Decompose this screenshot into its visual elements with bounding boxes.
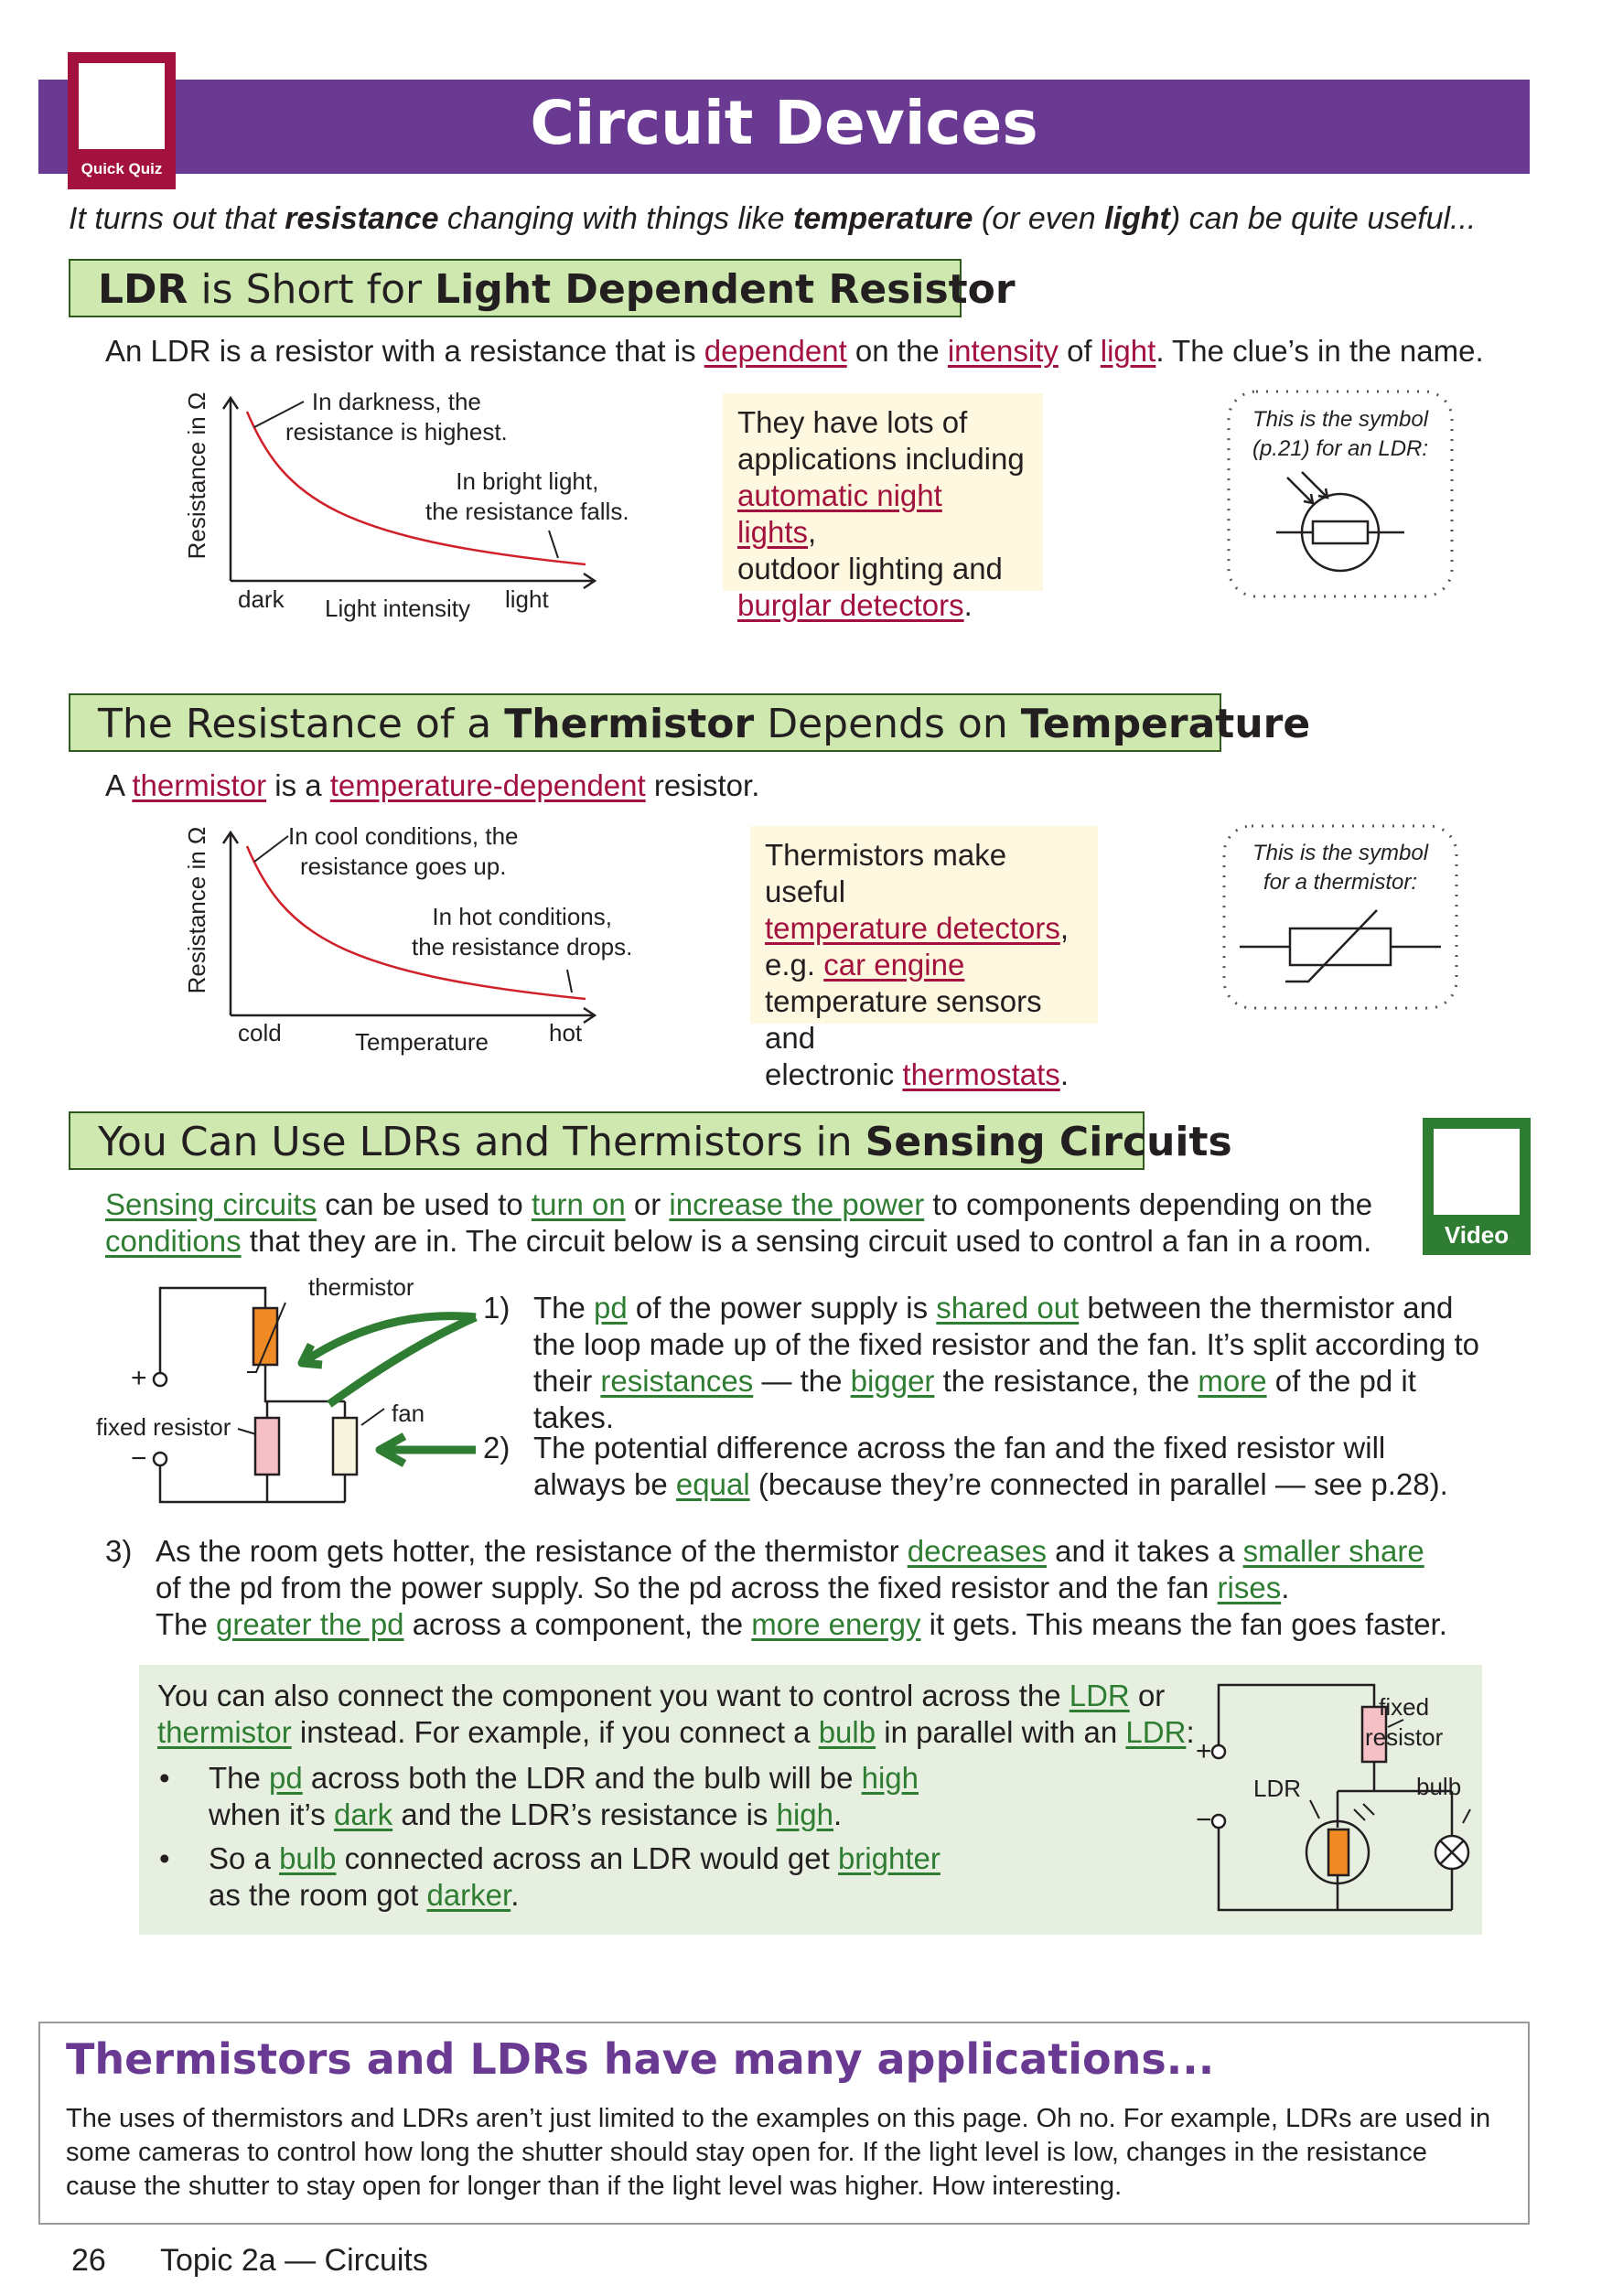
punct: . <box>963 588 973 622</box>
text-part: So a <box>209 1841 280 1875</box>
intro-part: changing with things like <box>438 201 793 236</box>
label-line: resistor <box>1365 1723 1444 1751</box>
keyword: thermistor <box>157 1715 292 1749</box>
app-line <box>765 1057 1083 1093</box>
point-1-number: 1) <box>483 1291 511 1325</box>
positive-terminal <box>1212 1745 1225 1758</box>
text-part: between the thermistor and <box>1079 1291 1454 1325</box>
keyword: dependent <box>704 334 847 368</box>
label-bulb: bulb <box>1416 1773 1462 1800</box>
keyword: pd <box>269 1761 303 1795</box>
heading-bold: Temperature <box>1020 701 1311 747</box>
text-part: or <box>625 1187 670 1221</box>
circuit-label-fan: fan <box>392 1400 425 1427</box>
text-part: their <box>533 1364 601 1398</box>
text-line <box>533 1466 1503 1503</box>
keyword: automatic night lights <box>737 478 942 549</box>
intro-part: It turns out that <box>69 201 285 236</box>
page-number: 26 <box>71 2243 106 2278</box>
text-part: (because they’re connected in parallel — see p.28). <box>749 1467 1448 1501</box>
punct: , <box>1059 911 1069 945</box>
keyword: shared out <box>936 1291 1080 1325</box>
keyword: burglar detectors <box>737 588 964 622</box>
label-fixed-resistor <box>1365 1692 1443 1753</box>
heading-part: You Can Use LDRs and Thermistors in <box>98 1119 865 1165</box>
heading-bold: LDR <box>98 266 188 313</box>
summary-box <box>38 2022 1530 2225</box>
keyword: temperature-dependent <box>329 768 646 802</box>
ldr-applications-box <box>723 393 1043 622</box>
app-line: Thermistors make useful <box>765 838 1007 908</box>
thermistor-x-axis-label: Temperature <box>355 1028 489 1056</box>
keyword: brighter <box>837 1841 940 1875</box>
thermistor-applications-box <box>750 826 1098 1091</box>
circuit-plus-sign: + <box>131 1363 147 1393</box>
thermistor-component <box>253 1308 277 1365</box>
text-line <box>209 1877 940 1914</box>
intro-bold: light <box>1104 201 1170 236</box>
fan-component <box>333 1418 357 1475</box>
sensing-section-heading <box>69 1111 1232 1170</box>
minus-sign: − <box>1196 1805 1212 1835</box>
text-part: electronic <box>765 1057 903 1091</box>
note-line: In hot conditions, <box>432 903 612 930</box>
pointer-line <box>238 1429 256 1434</box>
wire <box>265 1365 267 1401</box>
ldr-x-right-label: light <box>505 585 549 613</box>
keyword: increase the power <box>669 1187 925 1221</box>
text-part: always be <box>533 1467 676 1501</box>
note-line: In cool conditions, the <box>288 822 519 850</box>
text-line <box>533 1290 1503 1326</box>
wire <box>1219 1685 1374 1752</box>
point-3-text <box>156 1533 1510 1643</box>
text-part: on the <box>846 334 948 368</box>
text-part: The <box>209 1761 270 1795</box>
app-line <box>737 587 1028 624</box>
text-part: The <box>533 1291 595 1325</box>
app-line <box>765 910 1083 947</box>
app-line <box>737 477 1028 551</box>
thermistor-y-axis-label: Resistance in Ω <box>183 826 210 994</box>
light-arrow <box>1354 1809 1365 1820</box>
bullet-2 <box>209 1840 940 1914</box>
note-line: In bright light, <box>456 467 599 495</box>
heading-part: Depends on <box>754 701 1021 747</box>
keyword: decreases <box>907 1534 1047 1568</box>
quick-quiz-button[interactable] <box>68 52 176 189</box>
text-part: is a <box>266 768 330 802</box>
fan-sensing-circuit <box>82 1271 512 1528</box>
pointer-line <box>567 970 572 992</box>
text-line <box>533 1363 1503 1436</box>
heading-part: is Short for <box>188 266 435 313</box>
keyword: Sensing circuits <box>105 1187 317 1221</box>
light-arrow <box>1363 1804 1374 1815</box>
text-part: when it’s <box>209 1797 334 1831</box>
video-button[interactable] <box>1423 1118 1531 1255</box>
text-line <box>156 1570 1510 1606</box>
note-line: resistance goes up. <box>300 853 507 880</box>
point-1-text <box>533 1290 1503 1436</box>
text-part: across a component, the <box>403 1607 752 1641</box>
text-part: and it takes a <box>1047 1534 1243 1568</box>
keyword: LDR <box>1069 1679 1130 1712</box>
text-part: An LDR is a resistor with a resistance that is <box>105 334 704 368</box>
text-part: e.g. <box>765 948 824 982</box>
summary-title: Thermistors and LDRs have many applications... <box>66 2034 1215 2084</box>
thermistor-graph-note-cool <box>288 821 519 882</box>
video-label: Video <box>1444 1221 1510 1249</box>
app-line <box>765 947 1083 983</box>
text-part: . <box>833 1797 843 1831</box>
note-line: In darkness, the <box>311 388 481 415</box>
text-line <box>209 1840 940 1877</box>
wire <box>160 1288 265 1379</box>
light-arrow <box>1287 477 1313 503</box>
app-line: They have lots of <box>737 405 968 439</box>
keyword: car engine <box>823 948 965 982</box>
keyword: bigger <box>850 1364 935 1398</box>
thermistor-x-left-label: cold <box>238 1019 282 1046</box>
heading-bold: Sensing Circuits <box>865 1119 1232 1165</box>
keyword: high <box>861 1761 919 1795</box>
keyword: more energy <box>751 1607 921 1641</box>
text-part: connected across an LDR would get <box>336 1841 838 1875</box>
point-2-number: 2) <box>483 1431 511 1465</box>
light-arrow <box>1302 472 1327 498</box>
thermistor-x-right-label: hot <box>549 1019 583 1046</box>
text-part: . <box>511 1878 520 1912</box>
negative-terminal <box>1212 1815 1225 1828</box>
ldr-graph-note-bright <box>425 467 629 527</box>
text-part: : <box>1186 1715 1195 1749</box>
sensing-intro <box>105 1186 1404 1260</box>
bullet-dot: • <box>159 1761 170 1795</box>
text-part: . <box>1281 1571 1290 1604</box>
text-part: that they are in. The circuit below is a sensing circuit used to control a fan in a room. <box>241 1224 1372 1258</box>
text-line: The potential difference across the fan and the fixed resistor will <box>533 1431 1386 1465</box>
text-part: of the pd from the power supply. So the pd across the fixed resistor and the fan <box>156 1571 1218 1604</box>
caption-line: This is the symbol <box>1252 841 1429 865</box>
point-2-text <box>533 1430 1503 1503</box>
wire <box>160 1465 345 1502</box>
keyword: bulb <box>818 1715 876 1749</box>
caption-line: This is the symbol <box>1252 407 1429 432</box>
text-part: or <box>1129 1679 1166 1712</box>
keyword: intensity <box>947 334 1059 368</box>
text-line <box>156 1533 1510 1570</box>
topic-label: Topic 2a — Circuits <box>160 2243 428 2278</box>
keyword: smaller share <box>1242 1534 1424 1568</box>
keyword: resistances <box>600 1364 754 1398</box>
text-line <box>105 1223 1404 1260</box>
info-intro <box>157 1678 1209 1751</box>
circuit-label-fixed-resistor: fixed resistor <box>96 1413 231 1441</box>
pointer-line <box>1310 1800 1319 1819</box>
text-line <box>156 1606 1510 1643</box>
intro-part: (or even <box>973 201 1105 236</box>
keyword: pd <box>594 1291 628 1325</box>
keyword: LDR <box>1125 1715 1187 1749</box>
text-line: the loop made up of the fixed resistor and the fan. It’s split according to <box>533 1327 1480 1361</box>
intro-text <box>69 201 1476 237</box>
plus-sign: + <box>1196 1736 1212 1766</box>
pointer-line <box>361 1409 384 1425</box>
text-part: in parallel with an <box>876 1715 1126 1749</box>
app-line: temperature sensors and <box>765 984 1042 1055</box>
text-part: resistor. <box>645 768 760 802</box>
ldr-y-axis-label: Resistance in Ω <box>183 392 210 560</box>
keyword: high <box>776 1797 833 1831</box>
keyword: light <box>1100 334 1156 368</box>
keyword: rises <box>1217 1571 1282 1604</box>
keyword: dark <box>333 1797 393 1831</box>
qr-code-icon <box>1434 1129 1520 1215</box>
fixed-resistor-component <box>255 1418 279 1475</box>
keyword: equal <box>675 1467 750 1501</box>
bullet-dot: • <box>159 1841 170 1875</box>
keyword: bulb <box>279 1841 337 1875</box>
label-ldr: LDR <box>1253 1775 1302 1802</box>
intro-bold: temperature <box>792 201 973 236</box>
bullet-1 <box>209 1760 940 1833</box>
thermistor-section-heading <box>69 693 1311 752</box>
heading-bold: Light Dependent Resistor <box>435 266 1016 313</box>
text-part: The <box>156 1607 217 1641</box>
circuit-minus-sign: − <box>131 1443 147 1474</box>
summary-body: The uses of thermistors and LDRs aren’t just limited to the examples on this page. Oh no. For example, LDRs are used in some cameras to control how long the shutter should stay open for. If the light level is low, changes in the resistance cause the shutter to stay open for longer than if the light level was higher. How interesting. <box>66 2104 1491 2201</box>
thermistor-graph-note-hot <box>412 902 632 962</box>
keyword: thermostats <box>902 1057 1060 1091</box>
text-part: can be used to <box>317 1187 532 1221</box>
label-line: fixed <box>1379 1693 1430 1721</box>
intro-part: ) can be quite useful... <box>1169 201 1477 236</box>
text-part: as the room got <box>209 1878 427 1912</box>
ldr-graph-note-dark <box>285 387 508 447</box>
positive-terminal <box>154 1373 167 1386</box>
thermistor-description <box>105 767 759 804</box>
ldr-bulb-info-box <box>139 1665 1482 1935</box>
text-part: to components depending on the <box>924 1187 1373 1221</box>
note-line: resistance is highest. <box>285 418 508 445</box>
pointer-arrow-loop <box>329 1317 476 1404</box>
punct: . <box>1059 1057 1069 1091</box>
thermistor-symbol-caption <box>1231 839 1450 897</box>
text-line <box>105 1186 1404 1223</box>
text-part: of the pd it takes. <box>533 1364 1416 1434</box>
keyword: greater the pd <box>216 1607 404 1641</box>
text-part: As the room gets hotter, the resistance of the thermistor <box>156 1534 908 1568</box>
caption-line: for a thermistor: <box>1263 870 1418 895</box>
punct: , <box>808 515 817 549</box>
text-part: — the <box>753 1364 851 1398</box>
text-part: instead. For example, if you connect a <box>291 1715 819 1749</box>
quick-quiz-label: Quick Quiz <box>81 160 163 177</box>
text-part: the resistance, the <box>934 1364 1198 1398</box>
keyword: more <box>1198 1364 1267 1398</box>
keyword: temperature detectors <box>765 911 1060 945</box>
text-line <box>209 1760 940 1797</box>
ldr-description <box>105 333 1484 370</box>
ldr-symbol-resistor <box>1313 521 1368 543</box>
ldr-component <box>1328 1829 1349 1875</box>
text-part: of the power supply is <box>627 1291 937 1325</box>
pointer-arrow-thermistor <box>302 1316 476 1365</box>
ldr-symbol-caption <box>1240 405 1441 464</box>
app-line: applications including <box>737 442 1025 476</box>
point-3-number: 3) <box>105 1534 133 1568</box>
ldr-x-left-label: dark <box>238 585 285 613</box>
text-line <box>209 1797 940 1833</box>
pointer-line <box>1463 1809 1470 1823</box>
negative-terminal <box>154 1453 167 1465</box>
text-part: across both the LDR and the bulb will be <box>302 1761 862 1795</box>
heading-part: The Resistance of a <box>98 701 505 747</box>
keyword: thermistor <box>132 768 267 802</box>
app-line: outdoor lighting and <box>737 552 1003 585</box>
qr-code-icon <box>79 63 165 149</box>
note-line: the resistance falls. <box>425 498 629 525</box>
keyword: conditions <box>105 1224 242 1258</box>
text-line <box>157 1678 1209 1714</box>
text-part: and the LDR’s resistance is <box>392 1797 777 1831</box>
note-line: the resistance drops. <box>412 933 633 960</box>
text-part: . The clue’s in the name. <box>1155 334 1484 368</box>
keyword: turn on <box>531 1187 626 1221</box>
text-part: it gets. This means the fan goes faster. <box>920 1607 1447 1641</box>
heading-bold: Thermistor <box>504 701 755 747</box>
text-part: of <box>1058 334 1101 368</box>
text-part: You can also connect the component you want to control across the <box>157 1679 1069 1712</box>
text-line <box>157 1714 1209 1751</box>
pointer-line <box>254 836 288 862</box>
text-part: A <box>105 768 133 802</box>
intro-bold: resistance <box>285 201 439 236</box>
ldr-x-axis-label: Light intensity <box>325 595 470 622</box>
pointer-arrow-fan <box>380 1436 476 1464</box>
caption-line: (p.21) for an LDR: <box>1252 436 1429 461</box>
ldr-section-heading <box>69 259 1016 317</box>
page-title: Circuit Devices <box>530 88 1038 158</box>
keyword: darker <box>426 1878 511 1912</box>
pointer-line <box>549 531 558 558</box>
circuit-label-thermistor: thermistor <box>308 1273 414 1301</box>
